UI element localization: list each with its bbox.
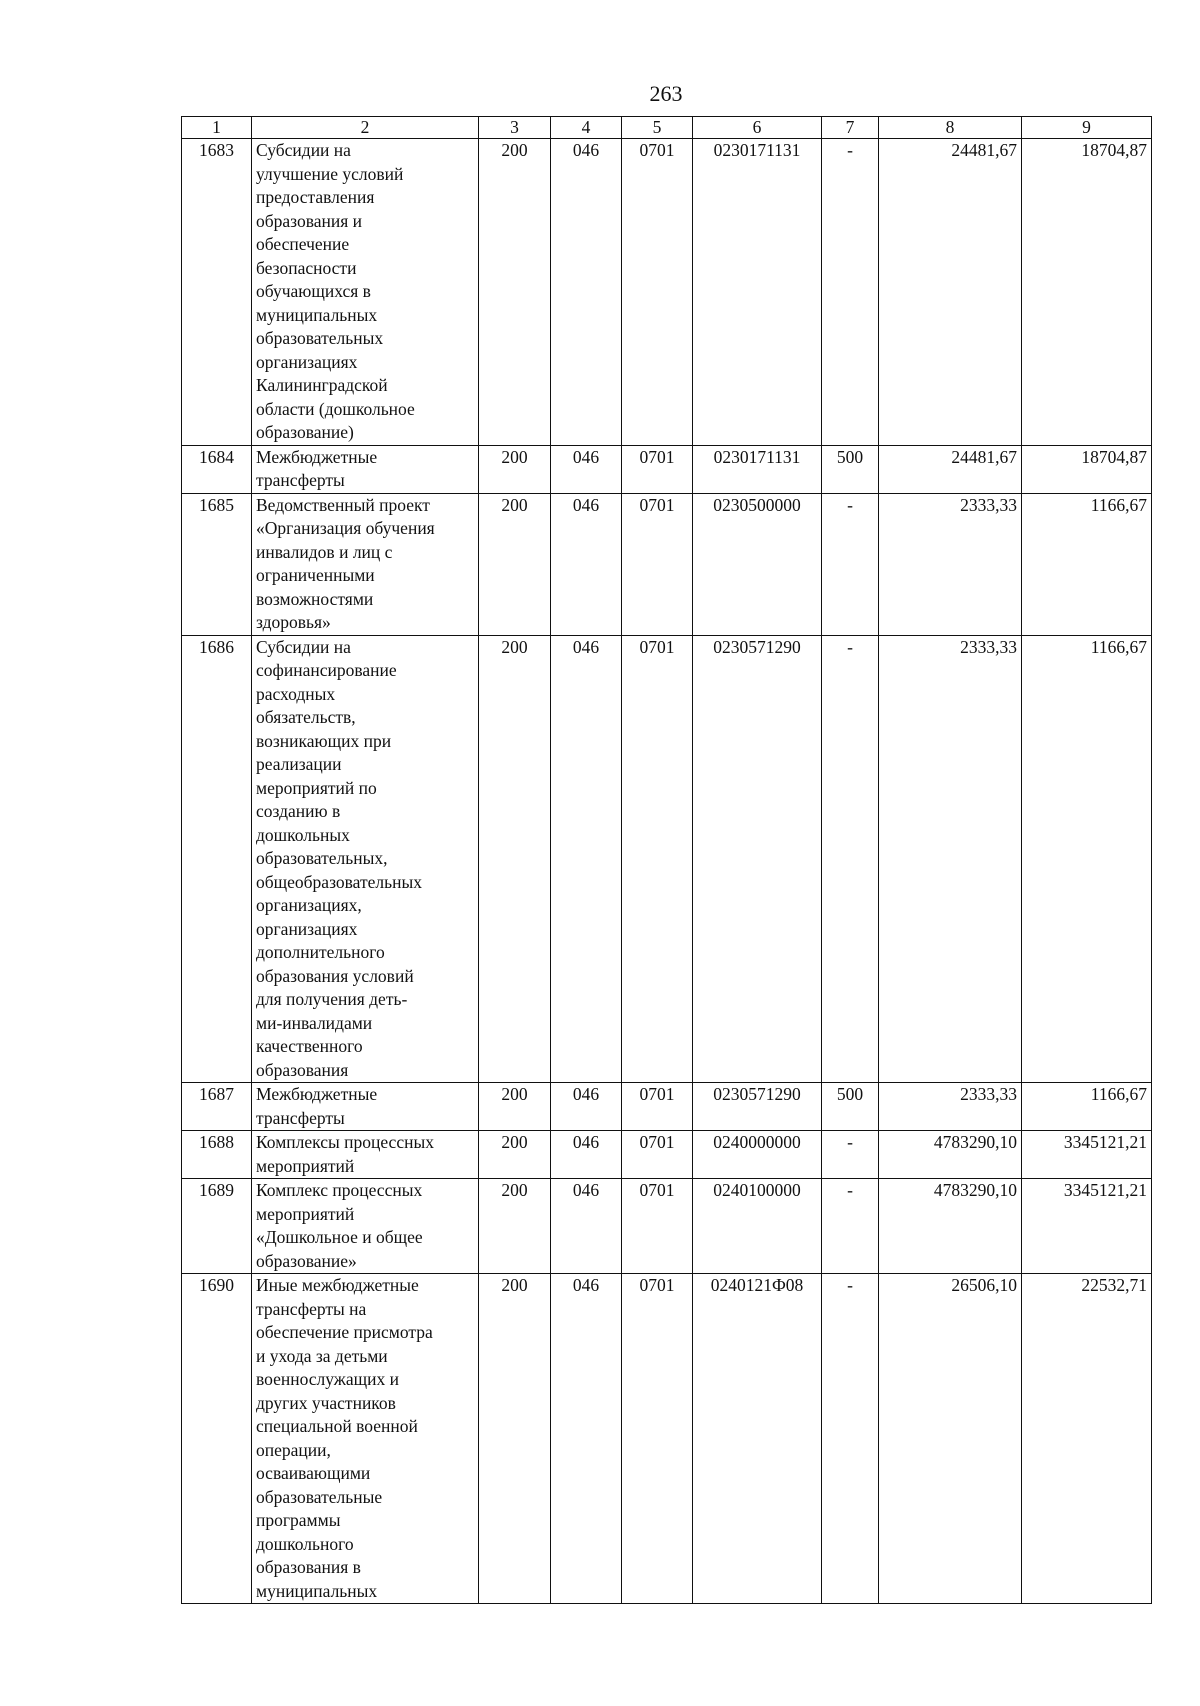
row-name-line: образования bbox=[256, 1059, 349, 1080]
section-code-cell: 0701 bbox=[622, 1083, 693, 1131]
column-header: 6 bbox=[693, 117, 822, 139]
row-name-line: созданию в bbox=[256, 801, 341, 821]
section-code-cell: 0701 bbox=[622, 1179, 693, 1274]
table-row bbox=[182, 493, 1152, 635]
row-name-line: организациях bbox=[256, 918, 358, 939]
column-header: 1 bbox=[182, 117, 252, 139]
row-name-line: улучшение условий bbox=[256, 163, 404, 184]
amount-year2-cell: 1166,67 bbox=[1022, 635, 1152, 1083]
row-name-cell bbox=[252, 1274, 479, 1604]
expense-type-cell: - bbox=[822, 635, 879, 1083]
row-name-line: образовательные bbox=[256, 1486, 383, 1507]
table-row bbox=[182, 1179, 1152, 1274]
row-name-line: обучающихся в bbox=[256, 281, 371, 301]
row-number-cell: 1690 bbox=[182, 1274, 252, 1604]
row-name-line: Субсидии на bbox=[256, 140, 351, 160]
target-article-cell: 0230571290 bbox=[693, 1083, 822, 1131]
department-code-cell: 046 bbox=[551, 1083, 622, 1131]
row-number-cell: 1683 bbox=[182, 139, 252, 446]
row-name-line: качественного bbox=[256, 1036, 363, 1056]
row-name-line: для получения деть- bbox=[256, 989, 408, 1009]
row-name-line: других участников bbox=[256, 1392, 396, 1413]
row-name-line: Иные межбюджетные bbox=[256, 1275, 419, 1295]
row-name-line: области (дошкольное bbox=[256, 398, 415, 419]
column-header: 8 bbox=[879, 117, 1022, 139]
row-name-line: дошкольных bbox=[256, 824, 350, 845]
row-name-line: предоставления bbox=[256, 187, 375, 207]
row-name-line: образовательных bbox=[256, 328, 384, 348]
row-name-line: ми-инвалидами bbox=[256, 1012, 373, 1033]
amount-year1-cell: 4783290,10 bbox=[879, 1131, 1022, 1179]
table-row bbox=[182, 1083, 1152, 1131]
row-name-line: организациях, bbox=[256, 895, 362, 915]
column-header: 5 bbox=[622, 117, 693, 139]
column-header: 3 bbox=[479, 117, 551, 139]
row-name-line: Калининградской bbox=[256, 375, 388, 395]
row-name-line: образование» bbox=[256, 1250, 357, 1271]
section-code-cell: 0701 bbox=[622, 1131, 693, 1179]
target-article-cell: 0240100000 bbox=[693, 1179, 822, 1274]
department-code-cell: 046 bbox=[551, 1131, 622, 1179]
row-name-line: расходных bbox=[256, 683, 336, 704]
row-name-line: мероприятий bbox=[256, 1155, 355, 1176]
page-number: 263 bbox=[649, 81, 683, 106]
amount-year2-cell: 3345121,21 bbox=[1022, 1131, 1152, 1179]
ministry-code-cell: 200 bbox=[479, 1179, 551, 1274]
expense-type-cell: - bbox=[822, 493, 879, 635]
row-name-cell bbox=[252, 139, 479, 446]
row-name-line: общеобразовательных bbox=[256, 871, 422, 892]
row-name-line: Комплексы процессных bbox=[256, 1132, 434, 1152]
column-header: 9 bbox=[1022, 117, 1152, 139]
ministry-code-cell: 200 bbox=[479, 493, 551, 635]
amount-year1-cell: 24481,67 bbox=[879, 139, 1022, 446]
amount-year1-cell: 2333,33 bbox=[879, 493, 1022, 635]
expense-type-cell: 500 bbox=[822, 445, 879, 493]
row-name-line: операции, bbox=[256, 1439, 331, 1460]
row-name-line: обеспечение bbox=[256, 234, 350, 254]
section-code-cell: 0701 bbox=[622, 139, 693, 446]
row-name-line: трансферты bbox=[256, 1107, 345, 1128]
department-code-cell: 046 bbox=[551, 1274, 622, 1604]
department-code-cell: 046 bbox=[551, 1179, 622, 1274]
amount-year1-cell: 2333,33 bbox=[879, 635, 1022, 1083]
row-name-line: «Организация обучения bbox=[256, 518, 435, 538]
row-name-line: софинансирование bbox=[256, 660, 397, 680]
expense-type-cell: 500 bbox=[822, 1083, 879, 1131]
row-name-line: Комплекс процессных bbox=[256, 1180, 423, 1200]
ministry-code-cell: 200 bbox=[479, 1131, 551, 1179]
amount-year1-cell: 24481,67 bbox=[879, 445, 1022, 493]
section-code-cell: 0701 bbox=[622, 635, 693, 1083]
ministry-code-cell: 200 bbox=[479, 1274, 551, 1604]
row-name-cell bbox=[252, 493, 479, 635]
row-name-line: здоровья» bbox=[256, 612, 331, 632]
row-name-line: образовательных, bbox=[256, 848, 388, 868]
row-name-cell bbox=[252, 1083, 479, 1131]
row-name-line: специальной военной bbox=[256, 1416, 418, 1436]
row-number-cell: 1685 bbox=[182, 493, 252, 635]
row-name-line: Межбюджетные bbox=[256, 446, 378, 467]
table-body bbox=[182, 139, 1152, 1604]
ministry-code-cell: 200 bbox=[479, 635, 551, 1083]
table-row bbox=[182, 139, 1152, 446]
target-article-cell: 0230171131 bbox=[693, 445, 822, 493]
row-name-line: обязательств, bbox=[256, 707, 356, 727]
row-name-line: образование) bbox=[256, 422, 354, 442]
department-code-cell: 046 bbox=[551, 445, 622, 493]
row-name-line: программы bbox=[256, 1510, 341, 1530]
expense-type-cell: - bbox=[822, 139, 879, 446]
ministry-code-cell: 200 bbox=[479, 445, 551, 493]
row-name-cell bbox=[252, 1179, 479, 1274]
row-number-cell: 1688 bbox=[182, 1131, 252, 1179]
row-number-cell: 1689 bbox=[182, 1179, 252, 1274]
section-code-cell: 0701 bbox=[622, 445, 693, 493]
ministry-code-cell: 200 bbox=[479, 1083, 551, 1131]
column-header: 7 bbox=[822, 117, 879, 139]
target-article-cell: 0240000000 bbox=[693, 1131, 822, 1179]
row-name-cell bbox=[252, 1131, 479, 1179]
row-name-line: Ведомственный проект bbox=[256, 494, 430, 515]
row-name-line: реализации bbox=[256, 754, 342, 774]
row-number-cell: 1686 bbox=[182, 635, 252, 1083]
row-name-line: обеспечение присмотра bbox=[256, 1322, 433, 1342]
section-code-cell: 0701 bbox=[622, 1274, 693, 1604]
amount-year1-cell: 2333,33 bbox=[879, 1083, 1022, 1131]
table-row bbox=[182, 1274, 1152, 1604]
amount-year2-cell: 3345121,21 bbox=[1022, 1179, 1152, 1274]
row-name-line: мероприятий по bbox=[256, 777, 377, 798]
target-article-cell: 0230171131 bbox=[693, 139, 822, 446]
budget-table bbox=[181, 116, 1152, 1604]
row-number-cell: 1684 bbox=[182, 445, 252, 493]
row-name-line: инвалидов и лиц с bbox=[256, 541, 393, 562]
expense-type-cell: - bbox=[822, 1274, 879, 1604]
amount-year1-cell: 4783290,10 bbox=[879, 1179, 1022, 1274]
row-name-line: организациях bbox=[256, 351, 358, 372]
row-name-line: дополнительного bbox=[256, 942, 385, 962]
row-name-line: осваивающими bbox=[256, 1463, 371, 1483]
row-name-line: муниципальных bbox=[256, 1580, 378, 1601]
row-name-line: возможностями bbox=[256, 588, 374, 609]
amount-year2-cell: 18704,87 bbox=[1022, 445, 1152, 493]
row-name-line: образования и bbox=[256, 210, 363, 231]
row-name-line: безопасности bbox=[256, 257, 357, 278]
department-code-cell: 046 bbox=[551, 635, 622, 1083]
target-article-cell: 0230500000 bbox=[693, 493, 822, 635]
amount-year2-cell: 1166,67 bbox=[1022, 493, 1152, 635]
target-article-cell: 0230571290 bbox=[693, 635, 822, 1083]
header-row bbox=[182, 117, 1152, 139]
amount-year1-cell: 26506,10 bbox=[879, 1274, 1022, 1604]
target-article-cell: 0240121Ф08 bbox=[693, 1274, 822, 1604]
row-name-line: ограниченными bbox=[256, 565, 375, 585]
section-code-cell: 0701 bbox=[622, 493, 693, 635]
expense-type-cell: - bbox=[822, 1179, 879, 1274]
department-code-cell: 046 bbox=[551, 139, 622, 446]
row-name-line: трансферты на bbox=[256, 1298, 367, 1319]
row-name-line: трансферты bbox=[256, 470, 345, 490]
row-name-line: Субсидии на bbox=[256, 636, 351, 657]
department-code-cell: 046 bbox=[551, 493, 622, 635]
row-name-line: «Дошкольное и общее bbox=[256, 1227, 423, 1247]
row-name-line: образования условий bbox=[256, 965, 414, 986]
table-row bbox=[182, 445, 1152, 493]
expense-type-cell: - bbox=[822, 1131, 879, 1179]
row-number-cell: 1687 bbox=[182, 1083, 252, 1131]
row-name-line: образования в bbox=[256, 1557, 361, 1577]
row-name-line: муниципальных bbox=[256, 304, 378, 325]
column-header: 2 bbox=[252, 117, 479, 139]
table-row bbox=[182, 1131, 1152, 1179]
table-row bbox=[182, 635, 1152, 1083]
row-name-line: Межбюджетные bbox=[256, 1084, 378, 1104]
row-name-cell bbox=[252, 635, 479, 1083]
row-name-cell bbox=[252, 445, 479, 493]
row-name-line: мероприятий bbox=[256, 1203, 355, 1224]
amount-year2-cell: 18704,87 bbox=[1022, 139, 1152, 446]
row-name-line: и ухода за детьми bbox=[256, 1345, 388, 1366]
row-name-line: возникающих при bbox=[256, 730, 392, 751]
row-name-line: военнослужащих и bbox=[256, 1369, 399, 1389]
row-name-line: дошкольного bbox=[256, 1533, 354, 1554]
column-header: 4 bbox=[551, 117, 622, 139]
ministry-code-cell: 200 bbox=[479, 139, 551, 446]
amount-year2-cell: 22532,71 bbox=[1022, 1274, 1152, 1604]
amount-year2-cell: 1166,67 bbox=[1022, 1083, 1152, 1131]
